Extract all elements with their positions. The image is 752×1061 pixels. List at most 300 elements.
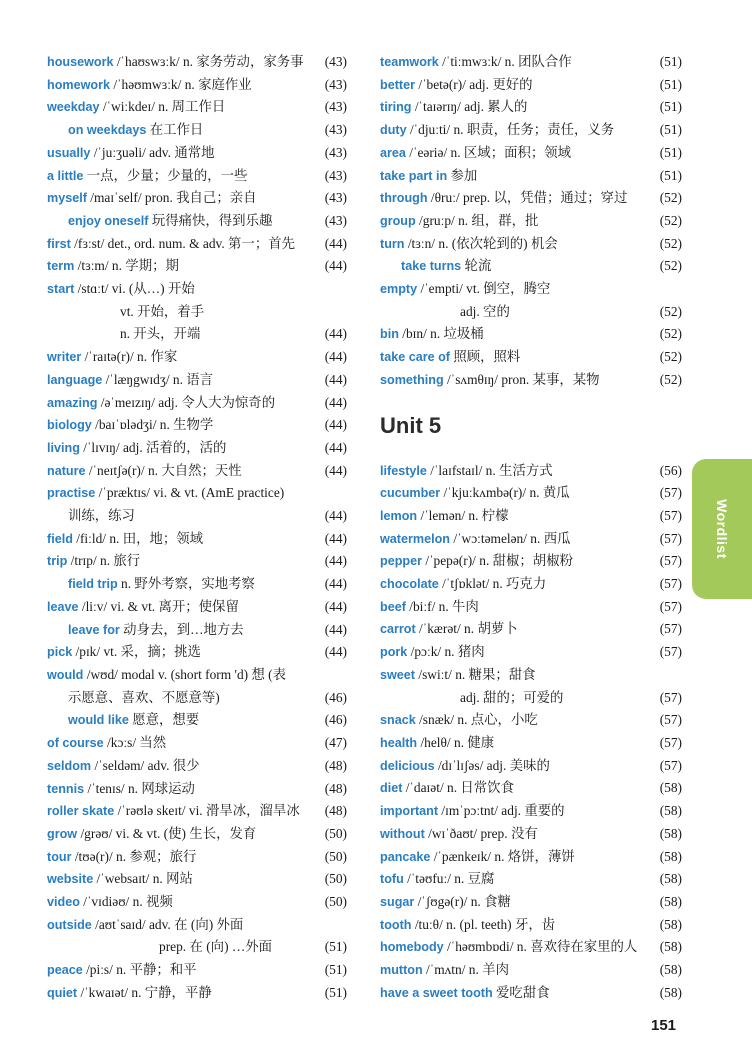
wordlist-entry — [380, 596, 682, 619]
entry-definition: /wʊd/ modal v. (short form 'd) 想 (表 — [83, 666, 287, 682]
wordlist-entry — [380, 187, 682, 210]
entry-headword: lifestyle — [380, 463, 427, 478]
entry-page-ref: (57) — [659, 621, 682, 637]
entry-headword: leave — [47, 599, 79, 614]
entry-headword: pancake — [380, 849, 431, 864]
entry-headword: better — [380, 77, 415, 92]
entry-page-ref: (57) — [659, 689, 682, 705]
entry-page-ref: (44) — [324, 439, 347, 455]
entry-headword: field trip — [68, 577, 118, 592]
entry-definition: 轮流 — [461, 258, 492, 274]
entry-definition: /ˈneɪtʃə(r)/ n. 大自然；天性 — [85, 462, 242, 478]
entry-definition: /fɜːst/ det., ord. num. & adv. 第一；首先 — [70, 235, 295, 251]
entry-headword: leave for — [68, 622, 120, 637]
wordlist-entry — [47, 165, 347, 188]
entry-page-ref: (51) — [659, 122, 682, 138]
entry-page-ref: (50) — [324, 894, 347, 910]
entry-definition: /ˈempti/ vt. 倒空，腾空 — [417, 281, 551, 297]
entry-page-ref: (52) — [659, 349, 682, 365]
entry-definition: /grəʊ/ vi. & vt. (使) 生长，发育 — [77, 825, 257, 841]
wordlist-entry — [380, 755, 682, 778]
wordlist-entry — [380, 618, 682, 641]
wordlist-entry — [47, 619, 347, 642]
entry-definition: /aʊtˈsaɪd/ adv. 在 (向) 外面 — [91, 916, 244, 932]
entry-headword: grow — [47, 826, 78, 841]
entry-definition: /tɜːm/ n. 学期；期 — [74, 258, 179, 274]
wordlist-entry — [47, 914, 347, 937]
wordlist-entry — [380, 51, 682, 74]
entry-definition: /bɪn/ n. 垃圾桶 — [398, 326, 484, 342]
entry-headword: sugar — [380, 894, 415, 909]
wordlist-entry — [380, 460, 682, 483]
wordlist-entry — [47, 392, 347, 415]
entry-headword: seldom — [47, 758, 92, 773]
wordlist-entry — [47, 505, 347, 528]
entry-definition: /ˈeəriə/ n. 区域；面积；领域 — [405, 144, 572, 160]
entry-headword: language — [47, 372, 103, 387]
entry-definition: /maɪˈself/ pron. 我自己；亲自 — [86, 190, 257, 206]
right-column — [380, 51, 682, 1004]
entry-definition: n. 开头，开端 — [120, 326, 201, 342]
entry-page-ref: (48) — [324, 757, 347, 773]
entry-headword: take turns — [401, 259, 462, 274]
entry-headword: pork — [380, 645, 408, 660]
entry-definition: /ˈseldəm/ adv. 很少 — [91, 757, 200, 773]
wordlist-entry — [380, 936, 682, 959]
wordlist-entry — [47, 732, 347, 755]
page-number: 151 — [651, 1017, 677, 1034]
entry-headword: practise — [47, 486, 96, 501]
entry-definition: adj. 空的 — [460, 303, 510, 319]
entry-definition: /ˈvɪdiəʊ/ n. 视频 — [79, 894, 173, 910]
entry-page-ref: (51) — [659, 54, 682, 69]
entry-headword: peace — [47, 963, 83, 978]
entry-page-ref: (57) — [659, 598, 682, 614]
entry-definition: /ˈsʌmθɪŋ/ pron. 某事，某物 — [443, 371, 600, 387]
entry-definition: /ˈraɪtə(r)/ n. 作家 — [81, 349, 178, 365]
entry-page-ref: (43) — [324, 167, 347, 183]
entry-definition: 一点，少量；少量的，一些 — [83, 167, 248, 183]
wordlist-entry — [47, 346, 347, 369]
wordlist-entry — [380, 301, 682, 324]
wordlist-entry — [380, 732, 682, 755]
entry-headword: enjoy oneself — [68, 213, 149, 228]
entry-page-ref: (44) — [324, 576, 347, 592]
entry-definition: /ˈkwaɪət/ n. 宁静，平静 — [77, 984, 212, 1000]
wordlist-entry — [380, 369, 682, 392]
entry-headword: teamwork — [380, 55, 439, 69]
entry-definition: 参加 — [447, 167, 478, 183]
entry-definition: adj. 甜的；可爱的 — [460, 689, 564, 705]
wordlist-entry — [380, 210, 682, 233]
entry-definition: /ˈwɔːtəmelən/ n. 西瓜 — [450, 530, 571, 546]
wordlist-entry — [380, 641, 682, 664]
wordlist-entry — [47, 550, 347, 573]
entry-page-ref: (44) — [324, 621, 347, 637]
entry-page-ref: (57) — [659, 507, 682, 523]
entry-headword: bin — [380, 327, 399, 342]
entry-definition: 玩得痛快，得到乐趣 — [148, 212, 273, 228]
entry-definition: /tuːθ/ n. (pl. teeth) 牙，齿 — [411, 916, 556, 932]
wordlist-entry — [47, 959, 347, 982]
entry-definition: /ˈʃʊgə(r)/ n. 食糖 — [414, 893, 511, 909]
entry-headword: roller skate — [47, 804, 115, 819]
wordlist-entry — [47, 142, 347, 165]
entry-definition: /ˈlɪvɪŋ/ adj. 活着的，活的 — [79, 439, 227, 455]
entry-headword: without — [380, 826, 425, 841]
entry-page-ref: (46) — [324, 689, 347, 705]
entry-headword: take part in — [380, 168, 448, 183]
entry-definition: /ˈwiːkdeɪ/ n. 周工作日 — [99, 99, 226, 115]
wordlist-entry — [47, 233, 347, 256]
wordlist-entry — [380, 278, 682, 301]
entry-headword: video — [47, 895, 80, 910]
entry-headword: housework — [47, 55, 114, 69]
entry-definition: /ˈlemən/ n. 柠檬 — [417, 507, 509, 523]
entry-headword: weekday — [47, 100, 100, 115]
entry-headword: watermelon — [380, 531, 450, 546]
wordlist-entry — [47, 664, 347, 687]
entry-headword: of course — [47, 736, 104, 751]
wordlist-entry — [380, 346, 682, 369]
entry-definition: /ˈtenɪs/ n. 网球运动 — [84, 780, 195, 796]
entry-page-ref: (43) — [324, 212, 347, 228]
entry-headword: important — [380, 804, 439, 819]
wordlist-entry — [380, 709, 682, 732]
entry-definition: /ˈtiːmwɜːk/ n. 团队合作 — [438, 54, 572, 69]
wordlist-side-tab — [692, 459, 752, 599]
entry-headword: would like — [68, 713, 129, 728]
entry-definition: /piːs/ n. 平静；和平 — [82, 962, 197, 978]
entry-definition: /stɑːt/ vi. (从…) 开始 — [74, 281, 195, 297]
entry-page-ref: (44) — [324, 326, 347, 342]
entry-headword: turn — [380, 236, 405, 251]
wordlist-entry — [47, 482, 347, 505]
entry-definition: /dɪˈlɪʃəs/ adj. 美味的 — [434, 757, 550, 773]
entry-page-ref: (52) — [659, 303, 682, 319]
wordlist-entry — [380, 233, 682, 256]
wordlist-entry — [380, 823, 682, 846]
entry-headword: outside — [47, 917, 92, 932]
entry-page-ref: (51) — [324, 984, 347, 1000]
wordlist-entry — [47, 823, 347, 846]
entry-headword: would — [47, 667, 84, 682]
entry-definition: /ˈbetə(r)/ adj. 更好的 — [415, 76, 533, 92]
wordlist-entry — [47, 687, 347, 710]
entry-headword: myself — [47, 191, 87, 206]
entry-definition: /ˈdjuːti/ n. 职责，任务；责任，义务 — [406, 122, 615, 138]
entry-definition: /ˈpepə(r)/ n. 甜椒；胡椒粉 — [422, 553, 573, 569]
entry-headword: area — [380, 145, 406, 160]
entry-page-ref: (43) — [324, 54, 347, 69]
entry-headword: website — [47, 872, 94, 887]
wordlist-entry — [47, 778, 347, 801]
entry-page-ref: (50) — [324, 825, 347, 841]
entry-page-ref: (43) — [324, 144, 347, 160]
wordlist-entry — [47, 641, 347, 664]
entry-page-ref: (44) — [324, 258, 347, 274]
entry-definition: 爱吃甜食 — [492, 984, 550, 1000]
entry-page-ref: (57) — [659, 644, 682, 660]
entry-definition: /əˈmeɪzɪŋ/ adj. 令人大为惊奇的 — [97, 394, 276, 410]
entry-page-ref: (57) — [659, 734, 682, 750]
wordlist-entry — [380, 528, 682, 551]
entry-page-ref: (52) — [659, 212, 682, 228]
entry-page-ref: (43) — [324, 122, 347, 138]
entry-definition: 照顾，照料 — [450, 349, 521, 365]
entry-page-ref: (44) — [324, 508, 347, 524]
entry-headword: pepper — [380, 554, 422, 569]
entry-definition: /ˈhaʊswɜːk/ n. 家务劳动，家务事 — [113, 54, 304, 69]
entry-definition: /swiːt/ n. 糖果；甜食 — [415, 666, 536, 682]
wordlist-entry — [47, 891, 347, 914]
entry-page-ref: (51) — [659, 167, 682, 183]
entry-page-ref: (58) — [659, 848, 682, 864]
entry-page-ref: (57) — [659, 712, 682, 728]
left-column — [47, 51, 347, 1005]
entry-headword: have a sweet tooth — [380, 985, 493, 1000]
entry-page-ref: (51) — [659, 76, 682, 92]
wordlist-entry — [380, 550, 682, 573]
entry-headword: carrot — [380, 622, 416, 637]
entry-page-ref: (43) — [324, 99, 347, 115]
entry-page-ref: (52) — [659, 258, 682, 274]
wordlist-entry — [47, 755, 347, 778]
wordlist-entry — [47, 301, 347, 324]
wordlist-entry — [47, 278, 347, 301]
entry-headword: delicious — [380, 758, 435, 773]
entry-headword: beef — [380, 599, 406, 614]
entry-page-ref: (44) — [324, 644, 347, 660]
entry-page-ref: (57) — [659, 485, 682, 501]
entry-page-ref: (44) — [324, 462, 347, 478]
entry-page-ref: (44) — [324, 371, 347, 387]
wordlist-entry — [380, 74, 682, 97]
entry-headword: amazing — [47, 395, 98, 410]
entry-definition: /ˈjuːʒuəli/ adv. 通常地 — [90, 144, 215, 160]
wordlist-entry — [380, 664, 682, 687]
entry-headword: health — [380, 735, 418, 750]
entry-page-ref: (52) — [659, 190, 682, 206]
entry-definition: /ˈdaɪət/ n. 日常饮食 — [402, 780, 514, 796]
entry-definition: /ˈhəʊmbɒdi/ n. 喜欢待在家里的人 — [443, 939, 638, 955]
wordlist-entry — [380, 323, 682, 346]
entry-page-ref: (51) — [324, 962, 347, 978]
wordlist-entry — [47, 437, 347, 460]
entry-page-ref: (56) — [659, 462, 682, 478]
entry-definition: /trɪp/ n. 旅行 — [67, 553, 141, 569]
entry-headword: group — [380, 213, 416, 228]
entry-page-ref: (58) — [659, 893, 682, 909]
entry-page-ref: (58) — [659, 939, 682, 955]
wordlist-entry — [47, 982, 347, 1005]
right-column-unit5-entries — [380, 460, 682, 1005]
entry-headword: homebody — [380, 940, 444, 955]
entry-headword: tennis — [47, 781, 85, 796]
entry-definition: /gruːp/ n. 组，群，批 — [415, 212, 539, 228]
entry-page-ref: (44) — [324, 349, 347, 365]
wordlist-entry — [380, 777, 682, 800]
entry-definition: vt. 开始，着手 — [120, 303, 205, 319]
entry-definition: /ˈtəʊfuː/ n. 豆腐 — [403, 871, 495, 887]
entry-page-ref: (52) — [659, 371, 682, 387]
entry-headword: living — [47, 440, 80, 455]
wordlist-entry — [47, 51, 347, 74]
entry-definition: /wɪˈðaʊt/ prep. 没有 — [424, 825, 538, 841]
entry-headword: through — [380, 191, 428, 206]
wordlist-entry — [47, 74, 347, 97]
entry-definition: /ˈwebsaɪt/ n. 网站 — [93, 871, 193, 887]
entry-headword: sweet — [380, 667, 416, 682]
entry-page-ref: (58) — [659, 780, 682, 796]
entry-headword: on weekdays — [68, 123, 147, 138]
wordlist-entry — [47, 119, 347, 142]
wordlist-entry — [380, 573, 682, 596]
wordlist-entry — [47, 573, 347, 596]
wordlist-entry — [47, 800, 347, 823]
wordlist-entry — [47, 936, 347, 959]
entry-definition: /liːv/ vi. & vt. 离开；使保留 — [78, 598, 239, 614]
entry-definition: /ˈrəʊlə skeɪt/ vi. 滑旱冰，溜旱冰 — [114, 803, 300, 819]
entry-headword: duty — [380, 123, 407, 138]
entry-headword: biology — [47, 418, 92, 433]
wordlist-entry — [47, 528, 347, 551]
entry-definition: /baɪˈɒlədʒi/ n. 生物学 — [91, 417, 214, 433]
wordlist-entry — [47, 369, 347, 392]
wordlist-entry — [380, 482, 682, 505]
entry-headword: lemon — [380, 508, 418, 523]
entry-headword: snack — [380, 713, 416, 728]
entry-page-ref: (58) — [659, 916, 682, 932]
entry-headword: tiring — [380, 100, 412, 115]
wordlist-entry — [47, 323, 347, 346]
wordlist-entry — [47, 210, 347, 233]
entry-page-ref: (44) — [324, 530, 347, 546]
wordlist-entry — [380, 914, 682, 937]
entry-headword: homework — [47, 77, 110, 92]
entry-definition: prep. 在 (向) …外面 — [159, 939, 273, 955]
wordlist-entry — [47, 255, 347, 278]
entry-definition: 在工作日 — [146, 122, 204, 138]
entry-definition: /ˈlaɪfstaɪl/ n. 生活方式 — [426, 462, 553, 478]
entry-headword: chocolate — [380, 577, 439, 592]
entry-headword: pick — [47, 645, 73, 660]
entry-headword: usually — [47, 145, 91, 160]
wordlist-entry — [47, 187, 347, 210]
wordlist-entry — [47, 96, 347, 119]
side-tab-label: Wordlist — [714, 499, 730, 559]
wordlist-entry — [380, 687, 682, 710]
entry-definition: /biːf/ n. 牛肉 — [405, 598, 479, 614]
entry-headword: first — [47, 236, 71, 251]
entry-page-ref: (57) — [659, 757, 682, 773]
entry-page-ref: (48) — [324, 803, 347, 819]
entry-definition: /tɜːn/ n. (依次轮到的) 机会 — [404, 235, 558, 251]
entry-definition: /ˈkjuːkʌmbə(r)/ n. 黄瓜 — [440, 485, 570, 501]
wordlist-entry — [47, 460, 347, 483]
wordlist-entry — [380, 255, 682, 278]
entry-page-ref: (44) — [324, 235, 347, 251]
wordlist-entry — [380, 868, 682, 891]
entry-definition: 愿意，想要 — [128, 712, 200, 728]
wordlist-entry — [380, 891, 682, 914]
entry-headword: writer — [47, 350, 82, 365]
entry-page-ref: (44) — [324, 417, 347, 433]
entry-page-ref: (51) — [659, 99, 682, 115]
entry-page-ref: (48) — [324, 780, 347, 796]
entry-headword: nature — [47, 463, 86, 478]
entry-page-ref: (58) — [659, 825, 682, 841]
entry-headword: take care of — [380, 350, 451, 365]
entry-page-ref: (50) — [324, 871, 347, 887]
entry-headword: quiet — [47, 985, 78, 1000]
entry-page-ref: (57) — [659, 576, 682, 592]
entry-page-ref: (52) — [659, 326, 682, 342]
entry-definition: 动身去，到…地方去 — [119, 621, 244, 637]
entry-definition: /ˈmʌtn/ n. 羊肉 — [422, 962, 509, 978]
entry-definition: /ˈpræktɪs/ vi. & vt. (AmE practice) — [95, 485, 285, 501]
wordlist-entry — [380, 165, 682, 188]
wordlist-entry — [380, 96, 682, 119]
entry-definition: /ˈhəʊmwɜːk/ n. 家庭作业 — [109, 76, 252, 92]
entry-definition: /ɪmˈpɔːtnt/ adj. 重要的 — [438, 803, 565, 819]
entry-page-ref: (51) — [324, 939, 347, 955]
entry-definition: /ˈtaɪərɪŋ/ adj. 累人的 — [411, 99, 528, 115]
entry-definition: /ˈlæŋgwɪdʒ/ n. 语言 — [102, 371, 214, 387]
wordlist-entry — [47, 596, 347, 619]
unit-title: Unit 5 — [380, 412, 442, 438]
entry-page-ref: (44) — [324, 394, 347, 410]
entry-headword: mutton — [380, 963, 423, 978]
entry-headword: something — [380, 372, 444, 387]
wordlist-entry — [380, 800, 682, 823]
entry-headword: empty — [380, 282, 418, 297]
entry-headword: start — [47, 282, 75, 297]
entry-definition: /kɔːs/ 当然 — [103, 735, 167, 751]
entry-definition: /θruː/ prep. 以，凭借；通过；穿过 — [427, 190, 628, 206]
wordlist-entry — [380, 142, 682, 165]
entry-headword: tour — [47, 849, 72, 864]
entry-definition: /pɪk/ vt. 采，摘；挑选 — [72, 644, 201, 660]
entry-definition: /pɔːk/ n. 猪肉 — [407, 644, 485, 660]
entry-definition: /ˈkærət/ n. 胡萝卜 — [415, 621, 518, 637]
entry-page-ref: (58) — [659, 984, 682, 1000]
wordlist-entry — [380, 846, 682, 869]
entry-definition: 示愿意、喜欢、不愿意等) — [68, 689, 220, 705]
wordlist-entry — [380, 959, 682, 982]
entry-page-ref: (50) — [324, 848, 347, 864]
entry-definition: /ˈtʃɒklət/ n. 巧克力 — [438, 576, 547, 592]
entry-page-ref: (43) — [324, 190, 347, 206]
entry-headword: tofu — [380, 872, 404, 887]
entry-page-ref: (58) — [659, 803, 682, 819]
entry-definition: n. 野外考察，实地考察 — [117, 576, 255, 592]
entry-page-ref: (44) — [324, 553, 347, 569]
entry-headword: term — [47, 259, 75, 274]
wordlist-entry — [47, 846, 347, 869]
entry-headword: trip — [47, 554, 68, 569]
wordlist-entry — [47, 868, 347, 891]
wordlist-entry — [380, 119, 682, 142]
entry-page-ref: (58) — [659, 871, 682, 887]
entry-page-ref: (57) — [659, 530, 682, 546]
entry-page-ref: (51) — [659, 144, 682, 160]
entry-headword: diet — [380, 781, 403, 796]
entry-definition: /snæk/ n. 点心，小吃 — [415, 712, 538, 728]
entry-page-ref: (57) — [659, 553, 682, 569]
entry-page-ref: (43) — [324, 76, 347, 92]
entry-page-ref: (47) — [324, 735, 347, 751]
